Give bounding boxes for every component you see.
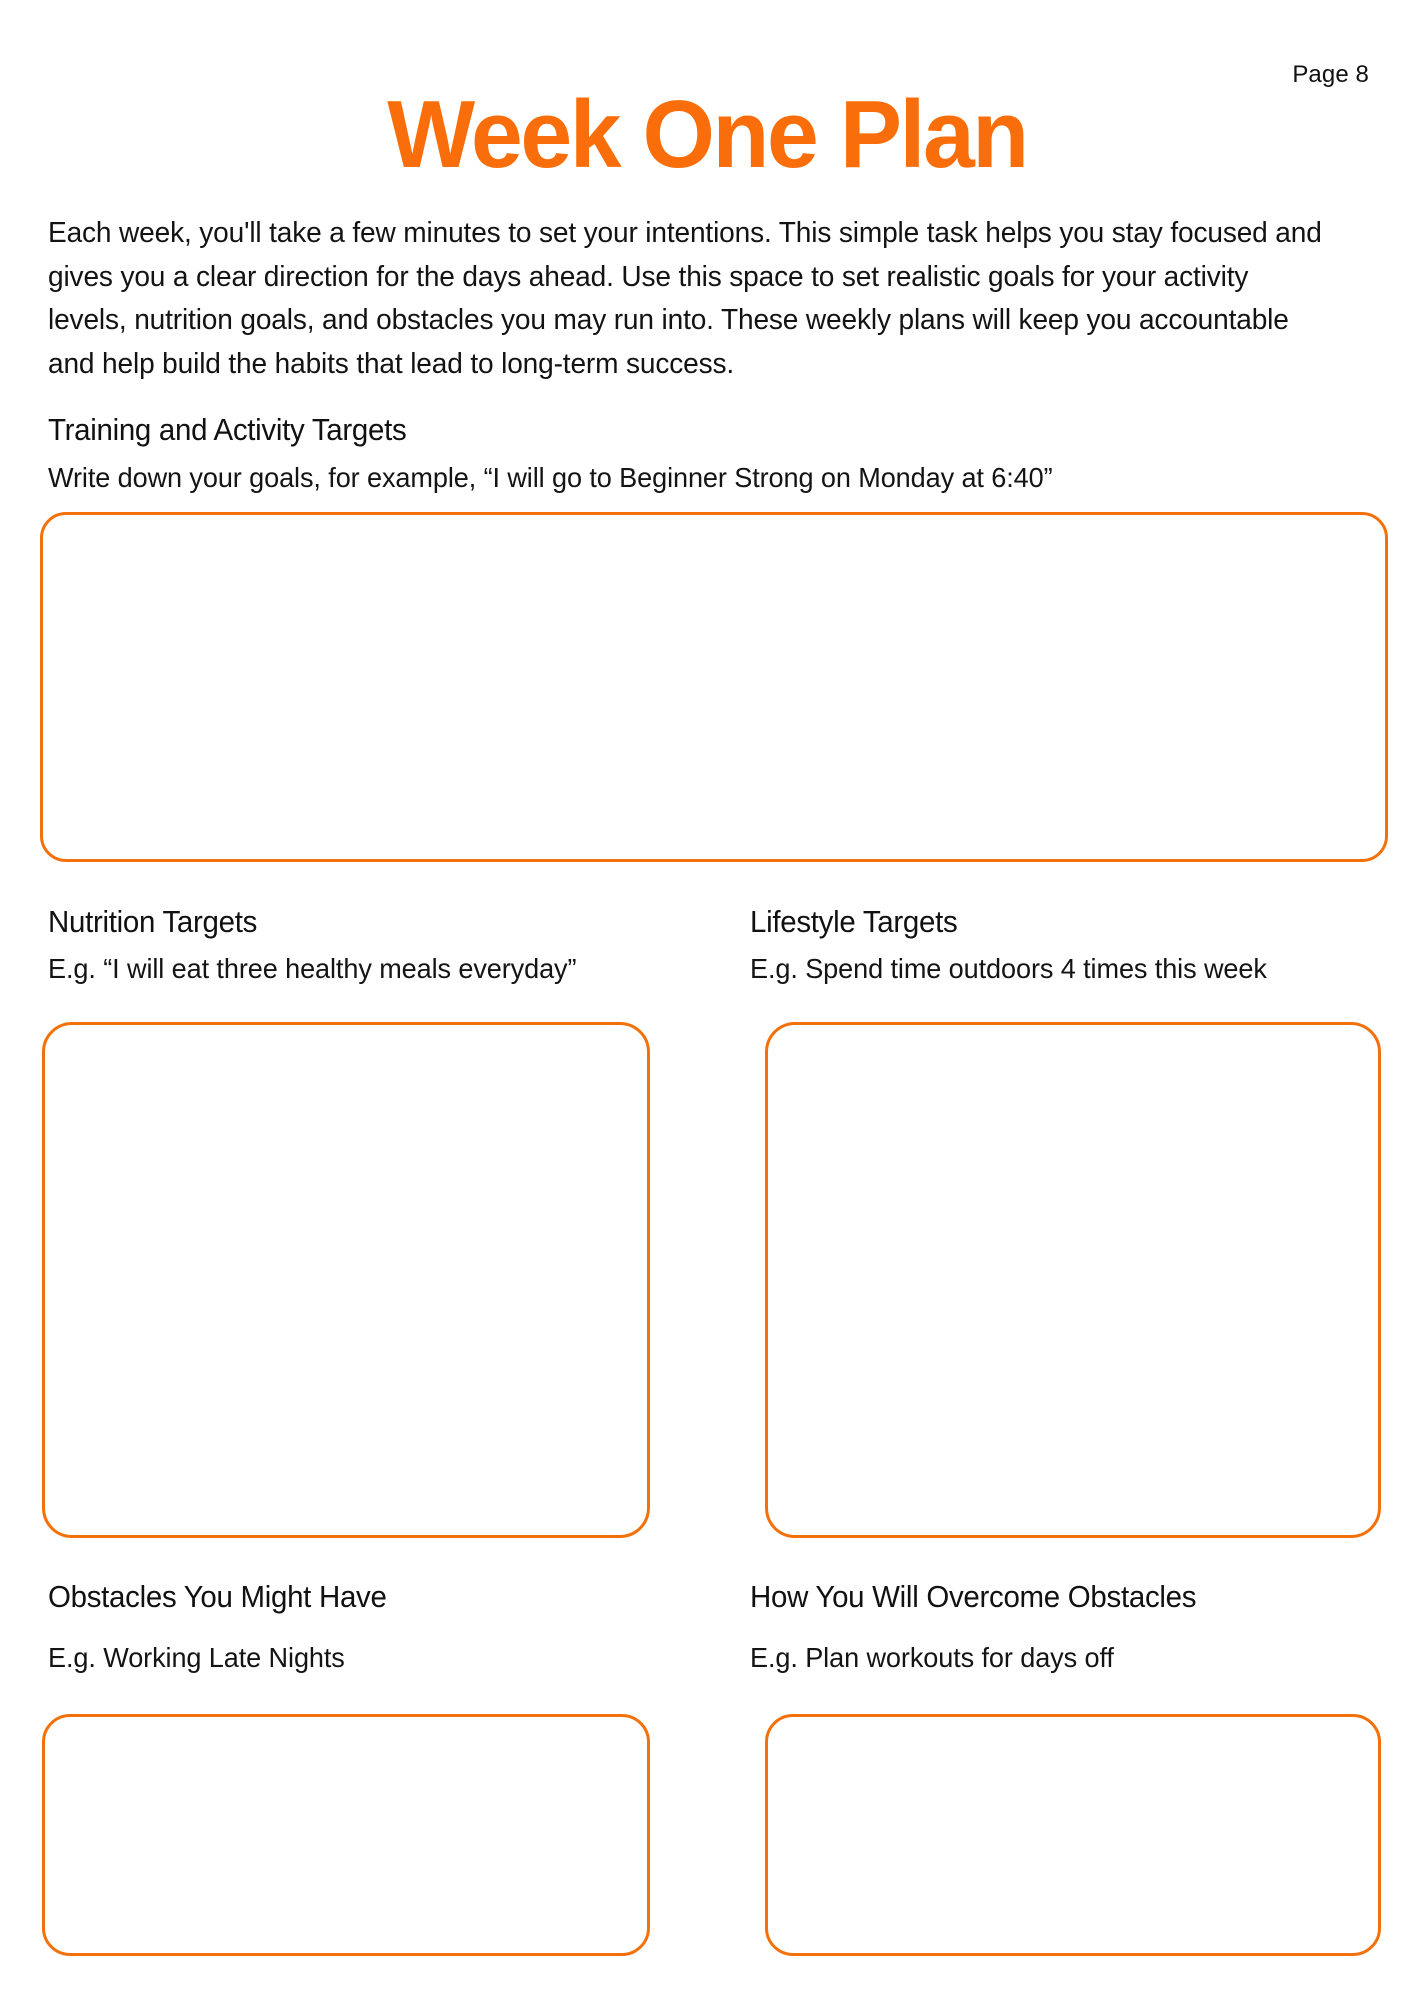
- obstacles-input[interactable]: [42, 1714, 650, 1956]
- section-heading-overcome-obstacles: How You Will Overcome Obstacles: [750, 1579, 1197, 1614]
- section-subtitle-nutrition: E.g. “I will eat three healthy meals everyday”: [48, 953, 577, 984]
- page-title: Week One Plan: [387, 81, 1027, 188]
- intro-paragraph: Each week, you'll take a few minutes to set your intentions. This simple task helps you stay focused and gives you a clear direction for the days ahead. Use this space to set realistic goals for your activity levels, nutrition goals, and obstacles you may run into. These weekly plans will keep you accountable and help build the habits that lead to long-term success.: [48, 217, 1322, 380]
- section-heading-lifestyle: Lifestyle Targets: [750, 904, 958, 939]
- overcome-obstacles-input[interactable]: [765, 1714, 1381, 1956]
- section-subtitle-overcome-obstacles: E.g. Plan workouts for days off: [750, 1642, 1114, 1673]
- nutrition-targets-input[interactable]: [42, 1022, 650, 1538]
- section-heading-training: Training and Activity Targets: [48, 412, 407, 447]
- section-subtitle-training: Write down your goals, for example, “I will go to Beginner Strong on Monday at 6:40”: [48, 462, 1053, 493]
- lifestyle-targets-input[interactable]: [765, 1022, 1381, 1538]
- section-heading-nutrition: Nutrition Targets: [48, 904, 258, 939]
- section-heading-obstacles: Obstacles You Might Have: [48, 1579, 387, 1614]
- training-targets-input[interactable]: [40, 512, 1388, 862]
- page-number: Page 8: [1292, 61, 1369, 88]
- section-subtitle-lifestyle: E.g. Spend time outdoors 4 times this week: [750, 953, 1267, 984]
- section-subtitle-obstacles: E.g. Working Late Nights: [48, 1642, 345, 1673]
